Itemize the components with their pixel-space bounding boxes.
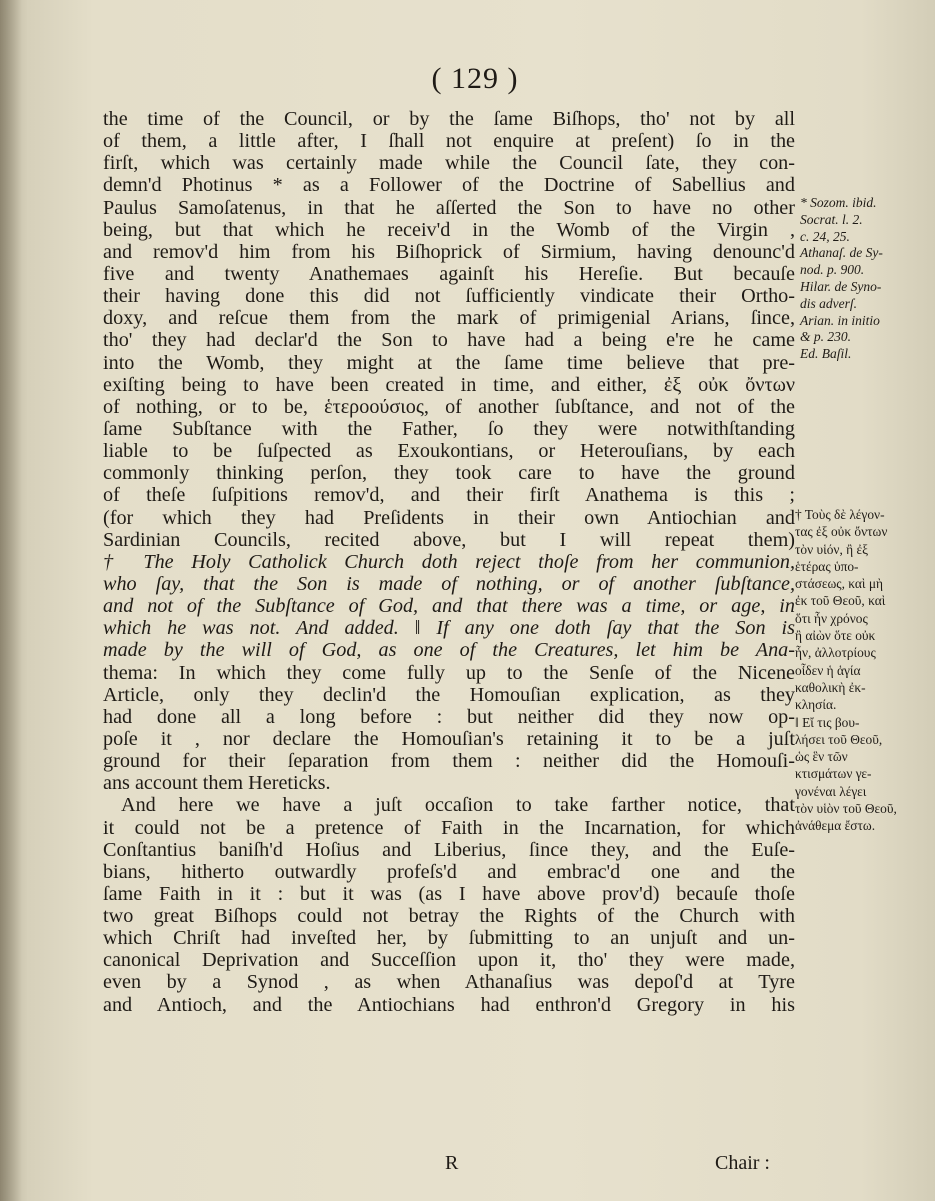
text-line: the time of the Council, or by the ſame Biſhops, tho' not by all: [103, 108, 795, 130]
text-line: † The Holy Catholick Church doth reject thoſe from her communion,: [103, 550, 795, 573]
margin-note-line: Arian. in initio: [800, 312, 880, 328]
text-line: demn'd Photinus * as a Follower of the Doctrine of Sabellius and: [103, 174, 795, 197]
margin-note-references: [800, 195, 883, 363]
margin-note-line: τὸν υἱόν, ἢ ἐξ: [795, 541, 869, 557]
text-line: which Chriſt had inveſted her, by ſubmitting to an unjuſt and un-: [103, 927, 795, 950]
margin-note-greek: [795, 506, 897, 835]
margin-note-line: dis adverſ.: [800, 295, 857, 311]
text-line: Sardinian Councils, recited above, but I will repeat them): [103, 528, 795, 551]
text-line: five and twenty Anathemaes againſt his Hereſie. But becauſe: [103, 262, 795, 285]
text-line: two great Biſhops could not betray the Rights of the Church with: [103, 905, 795, 928]
text-line: bians, hitherto outwardly profeſs'd and embrac'd one and the: [103, 860, 795, 883]
text-line: even by a Synod , as when Athanaſius was depoſ'd at Tyre: [103, 971, 795, 994]
text-line: doxy, and reſcue them from the mark of primigenial Arians, ſince,: [103, 307, 795, 330]
text-line: thema: In which they come fully up to the Senſe of the Nicene: [103, 661, 795, 684]
page-gutter-shadow: [0, 0, 22, 1201]
text-line: tho' they had declar'd the Son to have had a being e're he came: [103, 329, 795, 352]
margin-note-line: nod. p. 900.: [800, 262, 865, 278]
text-line: their having done this did not ſufficiently vindicate their Ortho-: [103, 285, 795, 308]
margin-note-line: c. 24, 25.: [800, 228, 850, 244]
margin-note-line: στάσεως, καὶ μὴ: [795, 576, 884, 592]
margin-note-line: γονέναι λέγει: [795, 783, 867, 799]
margin-note-line: κλησία.: [795, 697, 837, 713]
page-number: ( 129 ): [431, 62, 519, 95]
body-text: [103, 108, 795, 1016]
text-line: Conſtantius baniſh'd Hoſius and Liberius, ſince they, and the Euſe-: [103, 838, 795, 861]
margin-note-line: Socrat. l. 2.: [800, 211, 863, 227]
margin-note-line: ὡς ἓν τῶν: [795, 749, 848, 765]
text-line: ſame Faith in it : but it was (as I have above prov'd) becauſe thoſe: [103, 882, 795, 905]
margin-note-line: οἶδεν ἡ ἁγία: [795, 662, 861, 678]
text-line: had done all a long before : but neither did they now op-: [103, 705, 795, 728]
margin-note-line: ἑτέρας ὑπο-: [795, 558, 859, 574]
margin-note-line: ἐκ τοῦ Θεοῦ, καὶ: [795, 593, 886, 609]
text-line: ſame Subſtance with the Father, ſo they were notwithſtanding: [103, 417, 795, 440]
text-line: and remov'd him from his Biſhoprick of Sirmium, having denounc'd: [103, 240, 795, 263]
margin-note-line: ἦν, ἀλλοτρίους: [795, 645, 876, 661]
text-line: canonical Deprivation and Succeſſion upon it, tho' they were made,: [103, 949, 795, 972]
signature-mark: R: [445, 1152, 459, 1174]
margin-note-line: ἢ αἰὼν ὅτε οὐκ: [795, 628, 876, 644]
text-line: And here we have a juſt occaſion to take farther notice, that: [121, 794, 795, 817]
text-line: and Antioch, and the Antiochians had enthron'd Gregory in his: [103, 993, 795, 1016]
text-line: Article, only they declin'd the Homouſian explication, as they: [103, 683, 795, 706]
catchword: Chair :: [715, 1152, 770, 1174]
margin-note-line: τας ἐξ οὐκ ὄντων: [795, 524, 888, 540]
text-line: who ſay, that the Son is made of nothing, or of another ſubſtance,: [103, 572, 795, 595]
text-line: of them, a little after, I ſhall not enquire at preſent) ſo in the: [103, 130, 795, 153]
text-line: made by the will of God, as one of the Creatures, let him be Ana-: [103, 639, 795, 662]
text-line: ans account them Hereticks.: [103, 772, 331, 795]
text-line: of theſe ſuſpitions remov'd, and their firſt Anathema is this ;: [103, 484, 795, 507]
margin-note-line: τὸν υἱὸν τοῦ Θεοῦ,: [795, 801, 897, 817]
margin-note-line: Hilar. de Syno-: [800, 278, 882, 294]
text-line: liable to be ſuſpected as Exoukontians, or Heterouſians, by each: [103, 440, 795, 463]
margin-note-line: ἀνάθεμα ἔστω.: [795, 818, 876, 834]
margin-note-line: Athanaſ. de Sy-: [800, 245, 883, 261]
margin-note-line: ὅτι ἦν χρόνος: [795, 610, 868, 626]
text-line: of nothing, or to be, ἑτεροούσιος, of another ſubſtance, and not of the: [103, 395, 795, 418]
text-line: commonly thinking perſon, they took care to have the ground: [103, 462, 795, 485]
margin-note-line: καθολικὴ ἐκ-: [795, 679, 866, 695]
margin-note-line: & p. 230.: [800, 329, 852, 345]
text-line: being, but that which he receiv'd in the Womb of the Virgin ,: [103, 218, 795, 241]
margin-note-line: Ed. Baſil.: [800, 346, 852, 362]
text-line: ground for their ſeparation from them : neither did the Homouſi-: [103, 750, 795, 773]
text-line: it could not be a pretence of Faith in the Incarnation, for which: [103, 816, 795, 839]
text-line: exiſting being to have been created in time, and either, ἐξ οὐκ ὄντων: [103, 373, 795, 396]
text-line: which he was not. And added. ‖ If any one doth ſay that the Son is: [103, 617, 795, 640]
text-line: Paulus Samoſatenus, in that he aſſerted the Son to have no other: [103, 196, 795, 219]
margin-note-line: † Τοὺς δὲ λέγον-: [795, 507, 885, 522]
text-line: and not of the Subſtance of God, and that there was a time, or age, in: [103, 595, 795, 618]
text-line: firſt, which was certainly made while the Council ſate, they con-: [103, 152, 795, 175]
margin-note-line: * Sozom. ibid.: [800, 195, 877, 210]
margin-note-line: ‖ Εἴ τις βου-: [795, 714, 860, 730]
margin-note-line: λήσει τοῦ Θεοῦ,: [795, 731, 883, 747]
text-line: poſe it , nor declare the Homouſian's retaining it to be a juſt: [103, 727, 795, 750]
text-line: (for which they had Preſidents in their own Antiochian and: [103, 506, 795, 529]
margin-note-line: κτισμάτων γε-: [795, 766, 872, 782]
text-line: into the Womb, they might at the ſame time believe that pre-: [103, 351, 795, 374]
